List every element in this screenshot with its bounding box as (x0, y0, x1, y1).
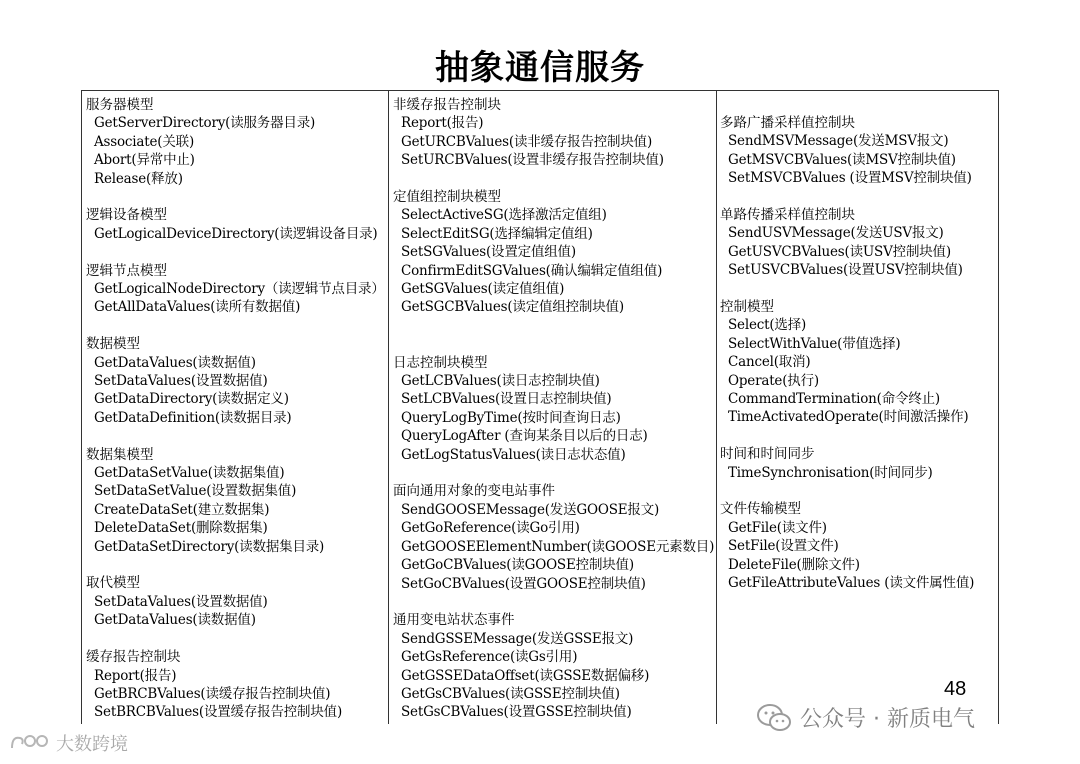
service-item: SetBRCBValues(设置缓存报告控制块值) (94, 704, 343, 721)
column-right (720, 114, 974, 593)
group-spacer (393, 317, 714, 335)
wechat-icon (756, 703, 792, 733)
service-item: QueryLogAfter (查询某条目以后的日志) (401, 428, 648, 445)
service-item: GetGOOSEElementNumber(读GOOSE元素数目) (401, 538, 715, 555)
service-item: SetURCBValues(设置非缓存报告控制块值) (401, 152, 664, 169)
service-item: GetDataSetDirectory(读数据集目录) (94, 538, 325, 555)
service-item: GetGsReference(读Gs引用) (401, 649, 578, 666)
service-item: GetLCBValues(读日志控制块值) (401, 373, 600, 390)
service-item: GetBRCBValues(读缓存报告控制块值) (94, 685, 331, 702)
group-spacer (86, 556, 385, 574)
service-group (86, 335, 385, 427)
group-spacer (86, 630, 385, 648)
service-group (393, 611, 714, 721)
service-item: DeleteFile(删除文件) (728, 556, 860, 573)
service-item: SelectWithValue(带值选择) (728, 335, 901, 352)
watermark-left-text: 大数跨境 (56, 734, 128, 755)
service-item: SetDataValues(设置数据值) (94, 373, 268, 390)
service-item: SelectEditSG(选择编辑定值组) (401, 225, 593, 242)
service-group (720, 206, 974, 280)
page-title: 抽象通信服务 (435, 48, 645, 88)
group-heading: 日志控制块模型 (393, 354, 488, 371)
service-item: SetUSVCBValues(设置USV控制块值) (728, 262, 963, 279)
service-item: GetServerDirectory(读服务器目录) (94, 115, 316, 132)
service-item: CreateDataSet(建立数据集) (94, 501, 270, 518)
group-spacer (720, 188, 974, 206)
service-item: Select(选择) (728, 317, 807, 334)
service-item: GetGsCBValues(读GSSE控制块值) (401, 685, 620, 702)
service-item: GetDataValues(读数据值) (94, 354, 256, 371)
column-left (86, 96, 385, 722)
service-group (86, 206, 385, 243)
brand-logo-icon (8, 732, 50, 754)
service-item: QueryLogByTime(按时间查询日志) (401, 409, 621, 426)
service-item: SetFile(设置文件) (728, 538, 839, 555)
service-item: ConfirmEditSGValues(确认编辑定值组值) (401, 262, 663, 279)
service-item: GetDataValues(读数据值) (94, 612, 256, 629)
service-item: GetMSVCBValues(读MSV控制块值) (728, 151, 956, 168)
service-item: GetGoCBValues(读GOOSE控制块值) (401, 557, 634, 574)
group-spacer (86, 427, 385, 445)
watermark-right-text: 公众号 · 新质电气 (800, 707, 975, 732)
service-item: GetDataSetValue(读数据集值) (94, 465, 285, 482)
group-heading: 单路传播采样值控制块 (720, 207, 855, 224)
service-item: SetGoCBValues(设置GOOSE控制块值) (401, 575, 646, 592)
service-item: Report(报告) (94, 667, 177, 684)
service-group (393, 354, 714, 464)
group-spacer (720, 482, 974, 500)
service-item: GetLogicalNodeDirectory（读逻辑节点目录） (94, 281, 385, 298)
service-group (720, 500, 974, 592)
group-heading: 缓存报告控制块 (86, 649, 181, 666)
service-item: GetSGCBValues(读定值组控制块值) (401, 299, 624, 316)
group-spacer (393, 593, 714, 611)
service-item: SendGOOSEMessage(发送GOOSE报文) (401, 501, 660, 518)
group-spacer (720, 280, 974, 298)
group-spacer (393, 335, 714, 353)
service-item: GetLogicalDeviceDirectory(读逻辑设备目录) (94, 225, 378, 242)
group-heading: 面向通用对象的变电站事件 (393, 483, 555, 500)
service-group (720, 114, 974, 188)
service-item: GetSGValues(读定值组值) (401, 281, 565, 298)
group-heading: 通用变电站状态事件 (393, 612, 515, 629)
watermark-brand (8, 730, 128, 756)
group-heading: 控制模型 (720, 299, 774, 316)
service-item: SetMSVCBValues (设置MSV控制块值) (728, 170, 972, 187)
service-item: Report(报告) (401, 115, 484, 132)
group-heading: 逻辑节点模型 (86, 262, 167, 279)
service-item: GetDataDirectory(读数据定义) (94, 391, 289, 408)
service-group (86, 262, 385, 317)
group-spacer (393, 464, 714, 482)
service-item: SetLCBValues(设置日志控制块值) (401, 391, 612, 408)
group-heading: 时间和时间同步 (720, 446, 815, 463)
service-item: GetFile(读文件) (728, 519, 827, 536)
group-spacer (393, 170, 714, 188)
service-group (393, 96, 714, 170)
service-group (393, 188, 714, 317)
service-item: GetGoReference(读Go引用) (401, 520, 580, 537)
service-item: TimeActivatedOperate(时间激活操作) (728, 409, 969, 426)
group-spacer (86, 317, 385, 335)
service-group (86, 574, 385, 629)
service-item: SelectActiveSG(选择激活定值组) (401, 207, 607, 224)
group-heading: 定值组控制块模型 (393, 189, 501, 206)
service-item: DeleteDataSet(删除数据集) (94, 520, 268, 537)
group-heading: 取代模型 (86, 575, 140, 592)
service-item: TimeSynchronisation(时间同步) (728, 464, 933, 481)
group-heading: 服务器模型 (86, 97, 154, 113)
group-heading: 文件传输模型 (720, 501, 801, 518)
column-divider (716, 90, 717, 724)
service-item: GetDataDefinition(读数据目录) (94, 409, 292, 426)
group-heading: 逻辑设备模型 (86, 207, 167, 224)
group-spacer (86, 243, 385, 261)
service-item: SendGSSEMessage(发送GSSE报文) (401, 630, 634, 647)
service-item: Associate(关联) (94, 133, 195, 150)
watermark-wechat (756, 702, 975, 733)
service-item: SendMSVMessage(发送MSV报文) (728, 133, 949, 150)
service-item: Release(释放) (94, 170, 183, 187)
service-item: Cancel(取消) (728, 354, 811, 371)
service-item: CommandTermination(命令终止) (728, 391, 941, 408)
service-item: GetLogStatusValues(读日志状态值) (401, 446, 626, 463)
group-heading: 非缓存报告控制块 (393, 97, 501, 113)
service-item: SetSGValues(设置定值组值) (401, 244, 576, 261)
service-item: SetDataValues(设置数据值) (94, 593, 268, 610)
service-item: GetURCBValues(读非缓存报告控制块值) (401, 133, 653, 150)
service-item: SendUSVMessage(发送USV报文) (728, 225, 944, 242)
service-group (393, 482, 714, 592)
service-item: GetAllDataValues(读所有数据值) (94, 299, 301, 316)
service-group (86, 648, 385, 722)
service-item: SetGsCBValues(设置GSSE控制块值) (401, 704, 632, 721)
group-heading: 数据模型 (86, 336, 140, 353)
service-item: Abort(异常中止) (94, 152, 195, 169)
service-item: GetUSVCBValues(读USV控制块值) (728, 243, 951, 260)
service-group (86, 446, 385, 556)
service-group (86, 96, 385, 188)
group-heading: 多路广播采样值控制块 (720, 115, 855, 131)
column-middle (393, 96, 714, 722)
service-item: GetFileAttributeValues (读文件属性值) (728, 575, 975, 592)
page-number: 48 (944, 678, 967, 700)
service-item: SetDataSetValue(设置数据集值) (94, 483, 297, 500)
service-group (720, 298, 974, 427)
service-item: Operate(执行) (728, 372, 819, 389)
group-spacer (720, 427, 974, 445)
column-divider (388, 90, 389, 724)
group-heading: 数据集模型 (86, 446, 154, 463)
group-spacer (86, 188, 385, 206)
service-group (720, 445, 974, 482)
service-item: GetGSSEDataOffset(读GSSE数据偏移) (401, 667, 650, 684)
